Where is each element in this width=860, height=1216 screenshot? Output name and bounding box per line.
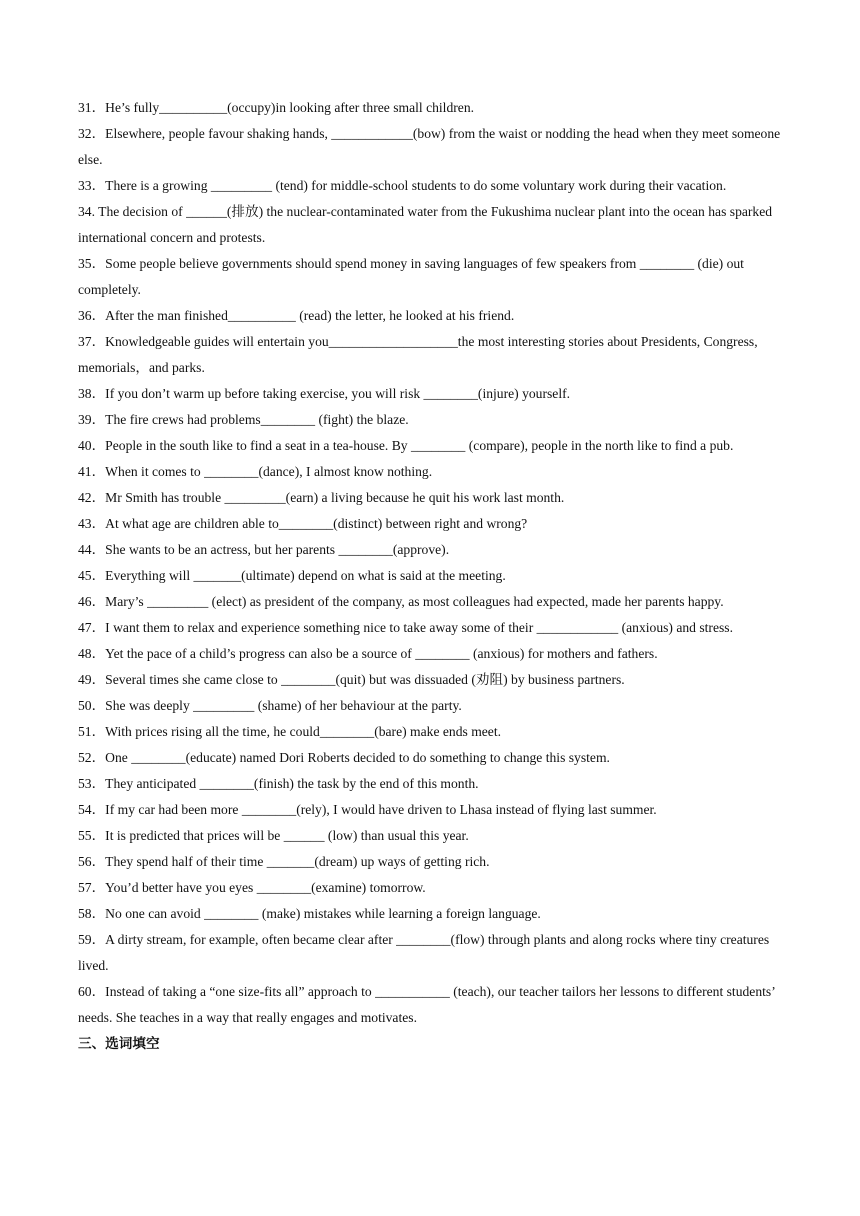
question-48: 48．Yet the pace of a child’s progress can also be a source of ________ (anxious) for mothers and fathers. [78,646,658,661]
question-38: 38．If you don’t warm up before taking exercise, you will risk ________(injure) yourself. [78,386,571,401]
question-55: 55．It is predicted that prices will be ______ (low) than usual this year. [78,828,469,843]
question-54: 54．If my car had been more ________(rely), I would have driven to Lhasa instead of flying last summer. [78,802,657,817]
question-36: 36．After the man finished__________ (read) the letter, he looked at his friend. [78,308,515,323]
question-59: 59．A dirty stream, for example, often became clear after ________(flow) through plants and along rocks where tiny creatures lived. [78,932,773,973]
question-35: 35．Some people believe governments should spend money in saving languages of few speakers from ________ (die) out completely. [78,256,748,297]
question-50: 50．She was deeply _________ (shame) of her behaviour at the party. [78,698,462,713]
question-45: 45．Everything will _______(ultimate) depend on what is said at the meeting. [78,568,506,583]
question-31: 31．He’s fully__________(occupy)in looking after three small children. [78,100,475,115]
question-47: 47．I want them to relax and experience something nice to take away some of their ____________ (anxious) and stress. [78,620,733,635]
question-44: 44．She wants to be an actress, but her parents ________(approve). [78,542,450,557]
question-53: 53．They anticipated ________(finish) the task by the end of this month. [78,776,479,791]
question-51: 51．With prices rising all the time, he could________(bare) make ends meet. [78,724,502,739]
question-34: 34. The decision of ______(排放) the nuclear-contaminated water from the Fukushima nuclear plant into the ocean has sparked international concern and protests. [78,204,776,245]
question-40: 40．People in the south like to find a seat in a tea-house. By ________ (compare), people in the north like to find a pub. [78,438,734,453]
section-title: 三、选词填空 [78,1036,160,1052]
question-49: 49．Several times she came close to ________(quit) but was dissuaded (劝阻) by business partners. [78,672,625,687]
question-52: 52．One ________(educate) named Dori Roberts decided to do something to change this system. [78,750,610,765]
question-41: 41．When it comes to ________(dance), I almost know nothing. [78,464,433,479]
question-37: 37．Knowledgeable guides will entertain you___________________the most interesting stories about Presidents, Congress, memorials，and parks. [78,334,762,375]
question-56: 56．They spend half of their time _______(dream) up ways of getting rich. [78,854,490,869]
worksheet-page [78,95,784,1057]
question-58: 58．No one can avoid ________ (make) mistakes while learning a foreign language. [78,906,541,921]
question-39: 39．The fire crews had problems________ (fight) the blaze. [78,412,409,427]
question-43: 43．At what age are children able to________(distinct) between right and wrong? [78,516,528,531]
question-32: 32．Elsewhere, people favour shaking hands, ____________(bow) from the waist or nodding the head when they meet someone else. [78,126,784,167]
question-33: 33．There is a growing _________ (tend) for middle-school students to do some voluntary work during their vacation. [78,178,727,193]
question-57: 57．You’d better have you eyes ________(examine) tomorrow. [78,880,426,895]
question-46: 46．Mary’s _________ (elect) as president of the company, as most colleagues had expected, made her parents happy. [78,594,724,609]
question-42: 42．Mr Smith has trouble _________(earn) a living because he quit his work last month. [78,490,565,505]
question-60: 60．Instead of taking a “one size-fits all” approach to ___________ (teach), our teacher tailors her lessons to different students’ needs. She teaches in a way that really engages and motivates. [78,984,779,1025]
